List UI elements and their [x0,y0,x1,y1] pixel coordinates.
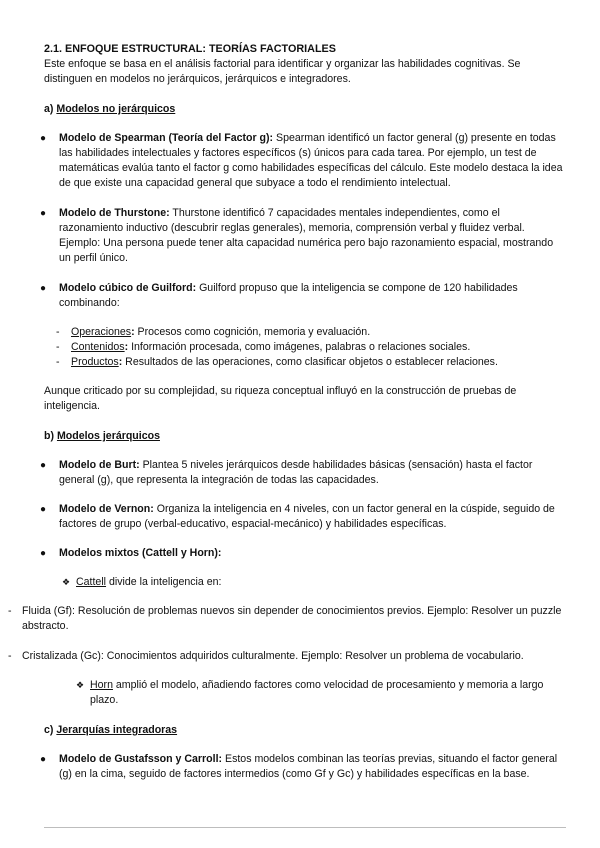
bullet-icon: ● [40,460,47,471]
footer-divider [44,827,566,828]
list-item-thurstone [40,206,564,266]
list-item-cattell [44,575,564,590]
vernon-name: Modelo de Vernon: [59,503,154,515]
list-item-vernon [40,502,564,532]
section-c-letter: c) [44,724,57,736]
section-a-letter: a) [44,103,57,115]
horn-text: amplió el modelo, añadiendo factores como velocidad de procesamiento y memoria a largo plazo. [90,679,544,706]
productos-label: Productos [71,356,119,368]
vernon-text: Organiza la inteligencia en 4 niveles, con un factor general en la cúspide, seguido de factores de grupo (verbal-educativo, espacial-mecánico) y habilidades específicas. [59,503,555,530]
bullet-icon: ● [40,283,47,294]
guilford-name: Modelo cúbico de Guilford: [59,282,197,294]
list-item-fluida [8,604,564,634]
list-item-guilford [40,281,564,311]
contenidos-label: Contenidos [71,341,125,353]
page-title: 2.1. ENFOQUE ESTRUCTURAL: TEORÍAS FACTORIALES [44,43,336,55]
burt-text: Plantea 5 niveles jerárquicos desde habilidades básicas (sensación) hasta el factor general (g), que representa la integración de todas las capacidades. [59,459,533,486]
diamond-icon: ❖ [76,680,85,690]
fluida-text: Fluida (Gf): Resolución de problemas nuevos sin depender de conocimientos previos. Ejemplo: Resolver un puzzle abstracto. [22,605,562,632]
thurstone-name: Modelo de Thurstone: [59,207,170,219]
bullet-icon: ● [40,504,47,515]
list-item-spearman [40,131,564,191]
operaciones-label: Operaciones [71,326,132,338]
bullet-icon: ● [40,548,47,559]
horn-label: Horn [90,679,113,691]
list-item-mixtos [40,546,564,561]
bullet-icon: ● [40,208,47,219]
intro-paragraph: Este enfoque se basa en el análisis factorial para identificar y organizar las habilidades cognitivas. Se distinguen en modelos no jerárquicos, jerárquicos e integradores. [44,58,521,85]
productos-text: Resultados de las operaciones, como clasificar objetos o establecer relaciones. [122,356,498,368]
productos-sep: : [118,356,123,368]
document-page [8,42,564,782]
thurstone-text: Thurstone identificó 7 capacidades mentales independientes, como el razonamiento inductivo (descubrir reglas generales), memoria, comprensión verbal y fluidez verbal. Ejemplo: Una persona puede tener alta capacidad numérica pero bajo razonamiento espacial, mostrando un perfil único. [59,207,554,264]
dash-icon: - [56,326,60,338]
diamond-icon: ❖ [62,577,71,587]
guilford-note: Aunque criticado por su complejidad, su riqueza conceptual influyó en la construcción de pruebas de inteligencia. [44,385,517,412]
operaciones-text: Procesos como cognición, memoria y evaluación. [134,326,371,338]
list-item-cristalizada [8,649,564,664]
guilford-sublist [44,325,564,370]
guilford-text: Guilford propuso que la inteligencia se compone de 120 habilidades combinando: [59,282,518,309]
gustafsson-text: Estos modelos combinan las teorías previas, situando el factor general (g) en la cima, seguido de factores intermedios (como Gf y Gc) y habilidades específicas en la base. [59,753,558,780]
dash-icon: - [56,341,60,353]
contenidos-text: Información procesada, como imágenes, palabras o relaciones sociales. [128,341,471,353]
cattell-label: Cattell [76,576,107,588]
bullet-icon: ● [40,133,47,144]
list-item-contenidos [44,340,564,355]
list-item-operaciones [44,325,564,340]
cristalizada-text: Cristalizada (Gc): Conocimientos adquiridos culturalmente. Ejemplo: Resolver un problema de vocabulario. [22,650,524,662]
list-item-gustafsson [40,752,564,782]
gustafsson-name: Modelo de Gustafsson y Carroll: [59,753,223,765]
list-item-burt [40,458,564,488]
contenidos-sep: : [124,341,129,353]
section-a-heading [44,102,564,117]
dash-icon: - [8,605,12,617]
dash-icon: - [56,356,60,368]
section-a-label: Modelos no jerárquicos [56,103,176,115]
list-item-horn [44,678,564,708]
operaciones-sep: : [131,326,135,338]
section-b-letter: b) [44,430,57,442]
section-c-heading [44,723,564,738]
section-b-label: Modelos jerárquicos [56,430,160,442]
section-c-label: Jerarquías integradoras [56,724,178,736]
section-b-heading [44,429,564,444]
burt-name: Modelo de Burt: [59,459,140,471]
list-item-productos [44,355,564,370]
cattell-text: divide la inteligencia en: [106,576,222,588]
bullet-icon: ● [40,754,47,765]
spearman-text: Spearman identificó un factor general (g) presente en todas las habilidades intelectuales y factores específicos (s) únicos para cada tarea. Por ejemplo, un test de matemáticas evalúa tanto el factor g como habilidades específicas del cálculo. Este modelo destaca la idea de que existe una capacidad general que subyace a todo el rendimiento intelectual. [59,132,563,189]
spearman-name: Modelo de Spearman (Teoría del Factor g): [59,132,274,144]
mixtos-name: Modelos mixtos (Cattell y Horn): [59,547,222,559]
dash-icon: - [8,650,12,662]
